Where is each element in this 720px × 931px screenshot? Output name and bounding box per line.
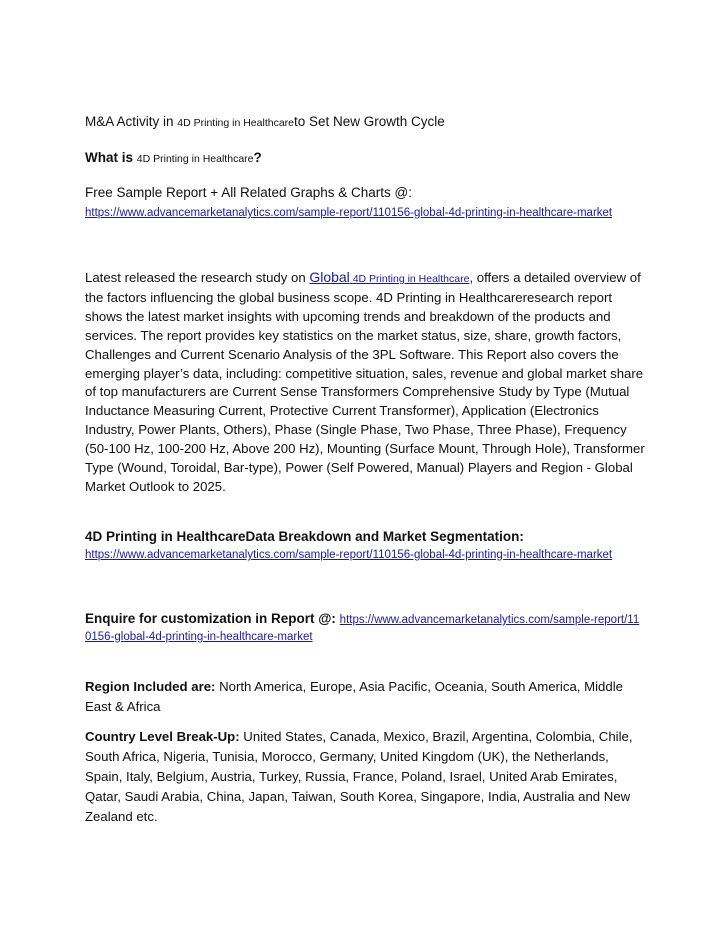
intro-lead: Latest released the research study on [85, 270, 310, 285]
breakdown-link[interactable]: https://www.advancemarketanalytics.com/sample-report/110156-global-4d-printing-in-healthcare-market [85, 549, 613, 561]
intro-body: , offers a detailed overview of the factors influencing the global business scope. 4D Printing in Healthcareresearch report shows the latest market insights with upcoming trends and breakdown of the products and services. The report provides key statistics on the market status, size, share, growth factors, Challenges and Current Scenario Analysis of the 3PL Software. This Report also covers the emerging player’s data, including: competitive situation, sales, revenue and global market share of top manufacturers are Current Sense Transformers Comprehensive Study by Type (Mutual Inductance Measuring Current, Protective Current Transformer), Application (Electronics Industry, Power Plants, Others), Phase (Single Phase, Two Phase, Three Phase), Frequency (50-100 Hz, 100-200 Hz, Above 200 Hz), Mounting (Surface Mount, Through Hole), Transformer Type (Wound, Toroidal, Bar-type), Power (Self Powered, Manual) Players and Region - Global Market Outlook to 2025. [85, 270, 645, 494]
document-title [85, 113, 645, 131]
title-product: 4D Printing in Healthcare [177, 117, 295, 129]
question-prefix: What is [85, 150, 137, 165]
countries-label: Country Level Break-Up: [85, 729, 244, 744]
enquire-section [85, 611, 645, 645]
title-suffix: to Set New Growth Cycle [294, 114, 445, 129]
question-heading [85, 149, 645, 167]
intro-paragraph [85, 268, 645, 497]
regions-section [85, 677, 645, 717]
title-prefix: M&A Activity in [85, 114, 178, 129]
question-suffix: ? [253, 150, 262, 165]
enquire-label: Enquire for customization in Report @: [85, 611, 340, 626]
breakdown-heading: 4D Printing in HealthcareData Breakdown and Market Segmentation: [85, 529, 524, 544]
question-product: 4D Printing in Healthcare [136, 153, 254, 165]
sample-report-label: Free Sample Report + All Related Graphs & Charts @: [85, 185, 412, 200]
global-link[interactable]: Global [309, 269, 350, 285]
enquire-link[interactable]: https://www.advancemarketanalytics.com/sample-report/110156-global-4d-printing-in-healthcare-market [85, 614, 640, 643]
countries-section [85, 727, 645, 827]
countries-text: United States, Canada, Mexico, Brazil, Argentina, Colombia, Chile, South Africa, Nigeria, Tunisia, Morocco, Germany, United Kingdom (UK), the Netherlands, Spain, Italy, Belgium, Austria, Turkey, Russia, France, Poland, Israel, United Arab Emirates, Qatar, Saudi Arabia, China, Japan, Taiwan, South Korea, Singapore, India, Australia and New Zealand etc. [85, 729, 633, 824]
product-link[interactable]: 4D Printing in Healthcare [349, 273, 470, 285]
regions-label: Region Included are: [85, 679, 220, 694]
regions-text: North America, Europe, Asia Pacific, Oceania, South America, Middle East & Africa [85, 679, 623, 714]
sample-report-link[interactable]: https://www.advancemarketanalytics.com/sample-report/110156-global-4d-printing-in-healthcare-market [85, 207, 613, 219]
